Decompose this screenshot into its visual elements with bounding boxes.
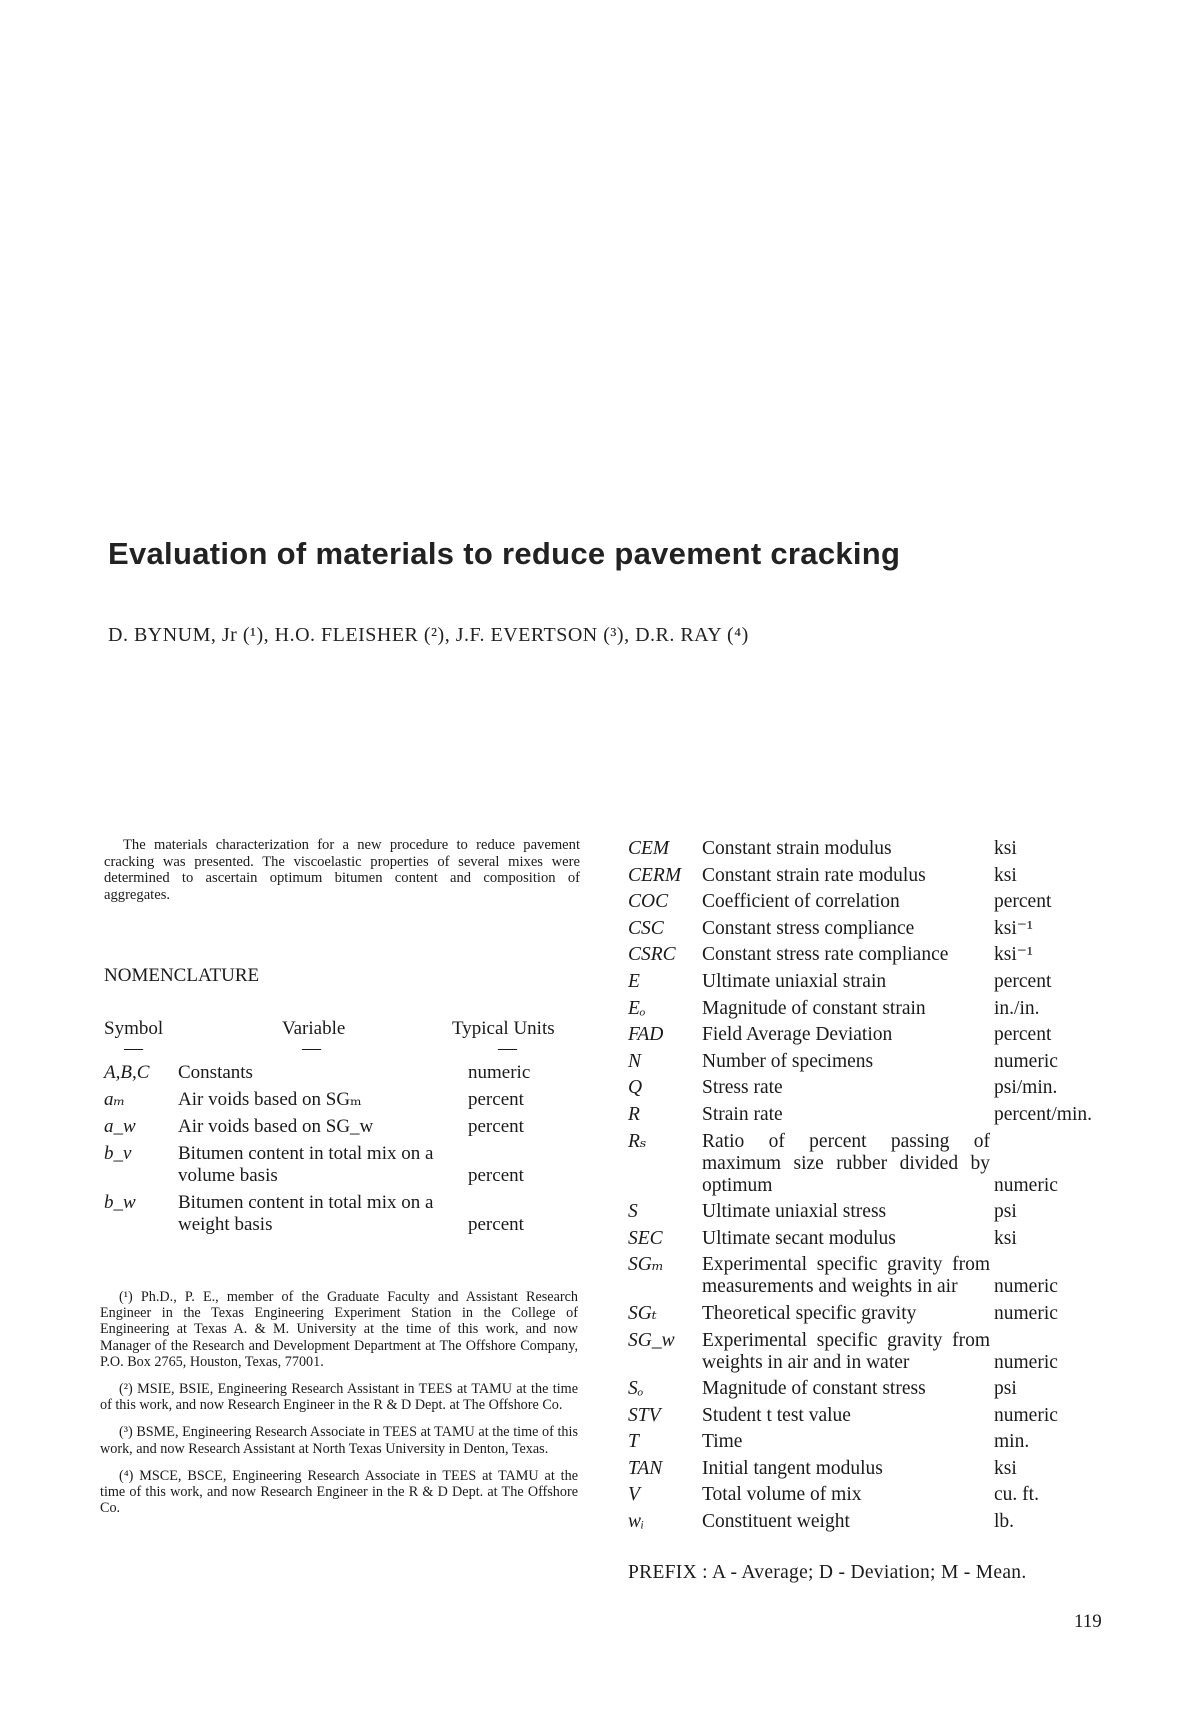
nomenclature-symbol: CSC: [628, 917, 664, 939]
nomenclature-symbol: SEC: [628, 1227, 663, 1249]
nomenclature-symbol: S: [628, 1201, 638, 1223]
nomenclature-row: [628, 1378, 1092, 1405]
nomenclature-variable: Experimental specific gravity from measurements and weights in air: [702, 1254, 990, 1298]
nomenclature-symbol: V: [628, 1484, 640, 1506]
nomenclature-row: [628, 1201, 1092, 1228]
nomenclature-symbol: N: [628, 1050, 642, 1072]
nomenclature-unit: numeric: [994, 1351, 1058, 1373]
footnote-3: (³) BSME, Engineering Research Associate in TEES at TAMU at the time of this work, and now Research Assistant at North Texas University in Denton, Texas.: [100, 1424, 578, 1457]
nomenclature-symbol: STV: [628, 1404, 661, 1426]
nomenclature-variable: Number of specimens: [702, 1050, 874, 1072]
nomenclature-unit: ksi⁻¹: [994, 917, 1033, 939]
nomenclature-table-right: [628, 838, 1092, 1538]
nomenclature-symbol: T: [628, 1431, 639, 1453]
nomenclature-row: [628, 1330, 1092, 1379]
nomenclature-heading: NOMENCLATURE: [104, 965, 260, 986]
author-list: D. BYNUM, Jr (¹), H.O. FLEISHER (²), J.F. EVERTSON (³), D.R. RAY (⁴): [108, 624, 749, 646]
nomenclature-variable: Constant strain rate modulus: [702, 864, 926, 886]
nomenclature-row: [628, 838, 1092, 865]
column-rule-symbol: —: [124, 1038, 143, 1059]
nomenclature-variable: Ratio of percent passing of maximum size rubber divided by optimum: [702, 1130, 990, 1196]
nomenclature-row: [628, 1431, 1092, 1458]
nomenclature-unit: numeric: [994, 1174, 1058, 1196]
nomenclature-variable: Coefficient of correlation: [702, 891, 900, 913]
nomenclature-variable: Stress rate: [702, 1077, 783, 1099]
nomenclature-unit: percent: [994, 891, 1052, 913]
nomenclature-symbol: a_w: [104, 1116, 136, 1137]
nomenclature-symbol: SGₜ: [628, 1302, 657, 1324]
nomenclature-symbol: CERM: [628, 864, 682, 886]
nomenclature-symbol: Rₛ: [628, 1130, 647, 1152]
nomenclature-variable: Constant stress compliance: [702, 917, 915, 939]
nomenclature-unit: numeric: [994, 1276, 1058, 1298]
nomenclature-row: [628, 1228, 1092, 1255]
nomenclature-variable: Constants: [178, 1062, 253, 1083]
nomenclature-row: [628, 1303, 1092, 1330]
nomenclature-symbol: SGₘ: [628, 1254, 664, 1276]
nomenclature-variable: Initial tangent modulus: [702, 1457, 883, 1479]
nomenclature-variable: Experimental specific gravity from weights in air and in water: [702, 1329, 990, 1373]
footnote-1: (¹) Ph.D., P. E., member of the Graduate Faculty and Assistant Research Engineer in the Texas Engineering Experiment Station in the College of Engineering at Texas A. & M. University at the time of this work, and now Manager of the Research and Development Department at The Offshore Company, P.O. Box 2765, Houston, Texas, 77001.: [100, 1289, 578, 1370]
nomenclature-symbol: b_w: [104, 1192, 136, 1213]
nomenclature-unit: ksi: [994, 838, 1017, 859]
nomenclature-variable: Constituent weight: [702, 1511, 850, 1533]
nomenclature-symbol: b_v: [104, 1143, 132, 1164]
nomenclature-unit: psi: [994, 1201, 1017, 1223]
nomenclature-row: [104, 1089, 584, 1116]
nomenclature-row: [628, 1405, 1092, 1432]
nomenclature-variable: Strain rate: [702, 1103, 783, 1125]
nomenclature-row: [628, 1254, 1092, 1303]
column-rule-units: —: [498, 1038, 517, 1059]
nomenclature-unit: min.: [994, 1431, 1030, 1453]
nomenclature-table-left: [104, 1062, 584, 1241]
nomenclature-unit: ksi: [994, 1227, 1017, 1249]
nomenclature-symbol: SG_w: [628, 1329, 675, 1351]
nomenclature-row: [628, 998, 1092, 1025]
nomenclature-unit: numeric: [468, 1062, 531, 1083]
nomenclature-row: [628, 944, 1092, 971]
nomenclature-unit: percent/min.: [994, 1103, 1093, 1125]
nomenclature-symbol: wᵢ: [628, 1511, 645, 1533]
nomenclature-variable: Ultimate uniaxial strain: [702, 970, 887, 992]
nomenclature-variable: Air voids based on SGₘ: [178, 1089, 362, 1110]
nomenclature-variable: Constant strain modulus: [702, 838, 892, 859]
nomenclature-row: [104, 1116, 584, 1143]
nomenclature-symbol: A,B,C: [104, 1062, 150, 1083]
nomenclature-unit: psi: [994, 1378, 1017, 1400]
nomenclature-unit: cu. ft.: [994, 1484, 1039, 1506]
nomenclature-symbol: Sₒ: [628, 1378, 644, 1400]
nomenclature-variable: Theoretical specific gravity: [702, 1302, 917, 1324]
column-header-variable: Variable: [282, 1018, 346, 1039]
footnote-4: (⁴) MSCE, BSCE, Engineering Research Associate in TEES at TAMU at the time of this work, and now Research Engineer in the R & D Dept. at The Offshore Co.: [100, 1467, 578, 1517]
nomenclature-row: [628, 865, 1092, 892]
paper-title: Evaluation of materials to reduce pavement cracking: [108, 536, 901, 571]
nomenclature-unit: lb.: [994, 1511, 1015, 1533]
nomenclature-symbol: Q: [628, 1077, 643, 1099]
abstract: The materials characterization for a new procedure to reduce pavement cracking was presented. The viscoelastic properties of several mixes were determined to ascertain optimum bitumen content and composition of aggregates.: [104, 837, 580, 903]
nomenclature-variable: Student t test value: [702, 1404, 851, 1426]
nomenclature-variable: Constant stress rate compliance: [702, 944, 949, 966]
nomenclature-symbol: CEM: [628, 838, 670, 859]
column-rule-variable: —: [302, 1038, 321, 1059]
nomenclature-unit: ksi: [994, 1457, 1017, 1479]
nomenclature-unit: percent: [994, 970, 1052, 992]
nomenclature-symbol: COC: [628, 891, 669, 913]
nomenclature-unit: numeric: [994, 1404, 1058, 1426]
nomenclature-unit: percent: [468, 1165, 524, 1186]
nomenclature-unit: psi/min.: [994, 1077, 1058, 1099]
nomenclature-row: [104, 1192, 584, 1241]
nomenclature-variable: Total volume of mix: [702, 1484, 862, 1506]
nomenclature-unit: percent: [468, 1089, 524, 1110]
nomenclature-row: [628, 971, 1092, 998]
nomenclature-row: [628, 918, 1092, 945]
column-header-units: Typical Units: [452, 1018, 555, 1039]
nomenclature-symbol: CSRC: [628, 944, 676, 966]
nomenclature-row: [104, 1143, 584, 1192]
nomenclature-unit: ksi⁻¹: [994, 944, 1033, 966]
prefix-note: PREFIX : A - Average; D - Deviation; M - Mean.: [628, 1562, 1027, 1583]
nomenclature-unit: percent: [468, 1214, 524, 1235]
nomenclature-row: [628, 1104, 1092, 1131]
nomenclature-symbol: R: [628, 1103, 640, 1125]
nomenclature-row: [628, 1458, 1092, 1485]
column-header-symbol: Symbol: [104, 1018, 164, 1039]
nomenclature-row: [628, 1024, 1092, 1051]
nomenclature-symbol: Eₒ: [628, 997, 646, 1019]
nomenclature-variable: Bitumen content in total mix on a weight basis: [178, 1192, 434, 1235]
nomenclature-row: [628, 1511, 1092, 1538]
nomenclature-variable: Air voids based on SG_w: [178, 1116, 374, 1137]
nomenclature-unit: numeric: [994, 1302, 1058, 1324]
nomenclature-row: [628, 1077, 1092, 1104]
nomenclature-variable: Time: [702, 1431, 743, 1453]
nomenclature-row: [628, 1051, 1092, 1078]
nomenclature-symbol: E: [628, 970, 640, 992]
nomenclature-variable: Bitumen content in total mix on a volume basis: [178, 1143, 434, 1186]
nomenclature-variable: Ultimate uniaxial stress: [702, 1201, 887, 1223]
footnote-2: (²) MSIE, BSIE, Engineering Research Assistant in TEES at TAMU at the time of this work, and now Research Engineer in the R & D Dept. at The Offshore Co.: [100, 1381, 578, 1414]
nomenclature-symbol: aₘ: [104, 1089, 126, 1110]
nomenclature-row: [628, 1131, 1092, 1202]
nomenclature-variable: Field Average Deviation: [702, 1024, 893, 1046]
nomenclature-row: [104, 1062, 584, 1089]
nomenclature-row: [628, 1484, 1092, 1511]
nomenclature-symbol: FAD: [628, 1024, 664, 1046]
nomenclature-unit: ksi: [994, 864, 1017, 886]
nomenclature-unit: numeric: [994, 1050, 1058, 1072]
nomenclature-variable: Magnitude of constant stress: [702, 1378, 926, 1400]
nomenclature-unit: in./in.: [994, 997, 1040, 1019]
nomenclature-variable: Magnitude of constant strain: [702, 997, 926, 1019]
nomenclature-row: [628, 891, 1092, 918]
footnotes: [100, 1289, 578, 1527]
nomenclature-symbol: TAN: [628, 1457, 663, 1479]
nomenclature-unit: percent: [468, 1116, 524, 1137]
nomenclature-unit: percent: [994, 1024, 1052, 1046]
page-number: 119: [1074, 1611, 1102, 1632]
nomenclature-variable: Ultimate secant modulus: [702, 1227, 896, 1249]
